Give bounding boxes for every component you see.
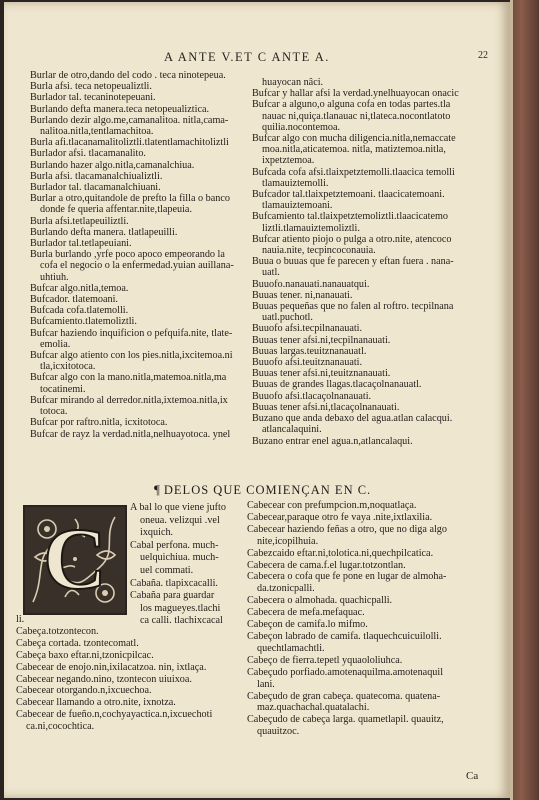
dictionary-entry-line: Buuas tener afsi.ni,teuitznanauati. bbox=[252, 368, 391, 380]
dictionary-entry-line: moa.nitla,aticatemoa. nitla, matiztemoa.nitla, bbox=[262, 144, 446, 156]
book-page bbox=[4, 2, 510, 798]
dictionary-entry-line: tlamauiztemoani. bbox=[262, 200, 333, 212]
dictionary-entry-line: Burlador tal. tecaninotepeuani. bbox=[30, 92, 156, 104]
dictionary-entry-line: los magueyes.tlachi bbox=[140, 602, 221, 614]
dictionary-entry-line: uatl. bbox=[262, 267, 280, 279]
dictionary-entry-line: Burlando hazer algo.nitla,camanalchiua. bbox=[30, 159, 195, 171]
dictionary-entry-line: Bufcar algo atiento con los pies.nitla,ixcitemoa.ni bbox=[30, 350, 233, 362]
dictionary-entry-line: Buuofo afsi.teuitznanauati. bbox=[252, 357, 363, 369]
dictionary-entry-line: Buuofo.nanauati.nanauatqui. bbox=[252, 278, 370, 290]
dictionary-entry-line: uatl.puchotl. bbox=[262, 312, 313, 324]
dictionary-entry-line: Buuas tener. ni,nanauati. bbox=[252, 289, 353, 301]
dictionary-entry-line: Burlador afsi. tlacamanalito. bbox=[30, 148, 146, 160]
dictionary-entry-line: da.tzonicpalli. bbox=[257, 583, 315, 595]
dictionary-entry-line: quechtlamachtli. bbox=[257, 642, 325, 654]
dictionary-entry-line: Bufcar haziendo inquificion o pefquifa.nite, tlate- bbox=[30, 327, 233, 339]
dictionary-entry-line: Bufcar algo.nitla,temoa. bbox=[30, 282, 129, 294]
dictionary-entry-line: Cabecera o almohada. quachicpalli. bbox=[247, 595, 393, 607]
dictionary-entry-line: quauitzoc. bbox=[257, 726, 300, 738]
book-cover-edge bbox=[510, 0, 539, 800]
dictionary-entry-line: Burla burlando ,yrfe poco apoco empeorando la bbox=[30, 249, 225, 261]
dictionary-entry-line: Burla afi.tlacanamalitoliztli.tlatentlamachitoliztli bbox=[30, 137, 229, 149]
dictionary-entry-line: Cabecera de cama.f.el lugar.totzontlan. bbox=[247, 559, 406, 571]
dictionary-entry-line: Buuas de grandes llagas.tlacaçolnanauatl. bbox=[252, 379, 422, 391]
dictionary-entry-line: Burlador tal.tetlapeuiani. bbox=[30, 238, 132, 250]
decorated-initial bbox=[23, 505, 127, 615]
dictionary-entry-line: Cabeço de fierra.tepetl yquaololiuhca. bbox=[247, 654, 403, 666]
dictionary-entry-line: maz.quachachal.quatalachi. bbox=[257, 702, 370, 714]
dictionary-entry-line: Buuas tener afsi.ni,tlacaçolnanauati. bbox=[252, 401, 400, 413]
dictionary-entry-line: Cabeça baxo eftar.ni,tzonicpilcac. bbox=[16, 649, 154, 661]
right-column-top bbox=[252, 77, 484, 447]
dictionary-entry-line: Buuas largas.teuitznanauatl. bbox=[252, 345, 367, 357]
dictionary-entry-line: oneua. velizqui .vel bbox=[140, 514, 220, 526]
running-title: A ANTE V.ET C ANTE A. bbox=[164, 50, 330, 64]
dictionary-entry-line: emolia. bbox=[40, 338, 71, 350]
dictionary-entry-line: tla,icxitotoca. bbox=[40, 361, 96, 373]
page-number: 22 bbox=[478, 50, 488, 61]
dictionary-entry-line: A bal lo que viene jufto bbox=[130, 502, 226, 513]
dictionary-entry-line: Burlar de otro,dando del codo . teca ninotepeua. bbox=[30, 70, 226, 81]
dictionary-entry-line: ixpetztemoa. bbox=[262, 155, 315, 167]
dictionary-entry-line: ca calli. tlachixcacal bbox=[140, 615, 223, 627]
dictionary-entry-line: Bufcar algo con mucha diligencia.nitla,nemaccate bbox=[252, 133, 456, 145]
dictionary-entry-line: liztli.tlamauiztemoliztli. bbox=[262, 222, 360, 234]
dictionary-entry-line: Burla afsi.tetlapeuiliztli. bbox=[30, 215, 129, 227]
dictionary-entry-line: ca.ni,cocochtica. bbox=[26, 721, 95, 733]
dictionary-entry-line: Cabecear de enojo.nin,ixilacatzoa. nin, ixtlaça. bbox=[16, 661, 207, 673]
dictionary-entry-line: Cabecera o cofa que fe pone en lugar de almoha- bbox=[247, 571, 447, 583]
dictionary-entry-line: Buuas pequeñas que no falen al roftro. tecpilnana bbox=[252, 301, 454, 313]
dictionary-entry-line: Burlando dezir algo.me,camanalitoa. nitla,cama- bbox=[30, 114, 229, 126]
dictionary-entry-line: Bufcar atiento piojo o pulga a otro.nite, atencoco bbox=[252, 233, 452, 245]
dictionary-entry-line: uhtiuh. bbox=[40, 271, 69, 283]
dictionary-entry-line: Bufcador. tlatemoani. bbox=[30, 294, 118, 306]
section-heading bbox=[154, 482, 371, 498]
dictionary-entry-line: li. bbox=[16, 614, 25, 625]
right-column-bottom bbox=[247, 500, 487, 738]
initial-side-text bbox=[130, 502, 255, 628]
dictionary-entry-line: Cabeçudo porfiado.amotenaquilma.amotenaquil bbox=[247, 666, 444, 678]
pilcrow-ornament: ¶ bbox=[154, 482, 161, 497]
dictionary-entry-line: Buuofo afsi.tecpilnanauati. bbox=[252, 323, 363, 335]
catchword: Ca bbox=[466, 770, 479, 782]
dictionary-entry-line: Cabeça cortada. tzontecomatl. bbox=[16, 637, 139, 649]
left-column-bottom bbox=[16, 614, 256, 733]
dictionary-entry-line: totoca. bbox=[40, 406, 68, 418]
dictionary-entry-line: Bufcada cofa.tlatemolli. bbox=[30, 305, 129, 317]
dictionary-entry-line: Buua o buuas que fe parecen y eftan fuera . nana- bbox=[252, 256, 454, 268]
dictionary-entry-line: Bufcar de rayz la verdad.nitla,nelhuayotoca. ynel bbox=[30, 428, 231, 440]
dictionary-entry-line: Cabaña. tlapixcacalli. bbox=[130, 577, 218, 589]
dictionary-entry-line: Burlando defta manera.teca netopeualiztica. bbox=[30, 103, 210, 115]
page-edge bbox=[510, 0, 513, 800]
dictionary-entry-line: Cabecear negando.nino, tzontecon uiuixoa. bbox=[16, 673, 192, 685]
dictionary-entry-line: Burlando defta manera. tlatlapeuilli. bbox=[30, 226, 178, 238]
dictionary-entry-line: uelquichiua. much- bbox=[140, 552, 219, 564]
dictionary-entry-line: Bufcamiento tal.tlaixpetztemoliztli.tlaacicatemo bbox=[252, 211, 449, 223]
dictionary-entry-line: quilia.nocontemoa. bbox=[262, 121, 341, 133]
dictionary-entry-line: Cabeçon de camifa.lo mifmo. bbox=[247, 619, 368, 631]
dictionary-entry-line: Cabecear con prefumpcion.m,noquatlaça. bbox=[247, 500, 417, 511]
dictionary-entry-line: Burlador tal. tlacamanalchiuani. bbox=[30, 182, 161, 194]
dictionary-entry-line: Bufcar por raftro.nitla, icxitotoca. bbox=[30, 417, 168, 429]
dictionary-entry-line: Cabecear otorgando.n,ixcuechoa. bbox=[16, 685, 152, 697]
dictionary-entry-line: nauia.nite, tecpincoconauia. bbox=[262, 245, 376, 257]
dictionary-entry-line: Bufcada cofa afsi.tlaixpetztemolli.tlaacica temolli bbox=[252, 166, 455, 178]
dictionary-entry-line: Cabecear llamando a otro.nite, ixnotza. bbox=[16, 697, 176, 709]
dictionary-entry-line: Burla afsi. teca netopeualiztli. bbox=[30, 81, 152, 93]
dictionary-entry-line: Bufcar a alguno,o alguna cofa en todas partes.tla bbox=[252, 99, 451, 111]
dictionary-entry-line: Cabecear haziendo feñas a otro, que no diga algo bbox=[247, 523, 447, 535]
dictionary-entry-line: tocatinemi. bbox=[40, 383, 86, 395]
dictionary-entry-line: Buuas tener afsi.ni,tecpilnanauati. bbox=[252, 334, 391, 346]
dictionary-entry-line: uel commati. bbox=[140, 564, 194, 576]
dictionary-entry-line: atlancalaquini. bbox=[262, 424, 322, 436]
dictionary-entry-line: Cabeça.totzontecon. bbox=[16, 625, 99, 637]
dictionary-entry-line: Bufcar mirando al derredor.nitla,ixtemoa.nitla,ix bbox=[30, 394, 228, 406]
dictionary-entry-line: tlamauiztemolli. bbox=[262, 177, 329, 189]
dictionary-entry-line: Cabal perfona. much- bbox=[130, 539, 219, 551]
dictionary-entry-line: Cabeçudo de cabeça larga. quametlapil. quauitz, bbox=[247, 714, 444, 726]
dictionary-entry-line: Burla afsi. tlacamanalchiualiztli. bbox=[30, 170, 163, 182]
dictionary-entry-line: cofa el negocio o la enfermedad.yuian auillana- bbox=[40, 260, 234, 272]
dictionary-entry-line: Cabezcaido eftar.ni,tolotica.ni,quechpilcatica. bbox=[247, 547, 434, 559]
dictionary-entry-line: Buzano entrar enel agua.n,atlancalaqui. bbox=[252, 435, 413, 447]
left-column-top bbox=[30, 70, 256, 440]
dictionary-entry-line: ixquich. bbox=[140, 527, 174, 539]
dictionary-entry-line: Cabecear,paraque otro fe vaya .nite,ixtlaxilia. bbox=[247, 511, 433, 523]
dictionary-entry-line: donde fe queria affentar.nite,tlapeuia. bbox=[40, 204, 192, 216]
dictionary-entry-line: nauac ni,quiça.tlanauac ni,tlateca.nocontlatoto bbox=[262, 110, 451, 122]
dictionary-entry-line: Bufcador tal.tlaixpetztemoani. tlaacicatemoani. bbox=[252, 189, 445, 201]
dictionary-entry-line: Bufcar algo con la mano.nitla,matemoa.nitla,ma bbox=[30, 372, 227, 384]
dictionary-entry-line: nalitoa.nitla,tentlamachitoa. bbox=[40, 126, 154, 138]
dictionary-entry-line: Cabecera de mefa.mefaquac. bbox=[247, 607, 365, 619]
dictionary-entry-line: Cabeçon labrado de camifa. tlaquechcuicuilolli. bbox=[247, 630, 442, 642]
page-header bbox=[4, 50, 510, 66]
dictionary-entry-line: Buuofo afsi.tlacaçolnanauati. bbox=[252, 390, 372, 402]
dictionary-entry-line: lani. bbox=[257, 678, 275, 690]
dictionary-entry-line: nite,icopilhuia. bbox=[257, 535, 319, 547]
section-title: DELOS QUE COMIENÇAN EN C. bbox=[163, 483, 372, 497]
dictionary-entry-line: huayocan nâci. bbox=[262, 77, 324, 88]
dictionary-entry-line: Cabecear de fueño.n,cochyayactica.n,ixcuechoti bbox=[16, 709, 213, 721]
dictionary-entry-line: Buzano que anda debaxo del agua.atlan calacqui. bbox=[252, 413, 453, 425]
dictionary-entry-line: Bufcar y hallar afsi la verdad.ynelhuayocan onacic bbox=[252, 88, 459, 100]
dictionary-entry-line: Burlar a otro,quitandole de prefto la filla o banco bbox=[30, 193, 230, 205]
dictionary-entry-line: Cabeçudo de gran cabeça. quatecoma. quatena- bbox=[247, 690, 441, 702]
dictionary-entry-line: Bufcamiento.tlatemoliztli. bbox=[30, 316, 137, 328]
dictionary-entry-line: Cabaña para guardar bbox=[130, 590, 215, 602]
initial-letter: C bbox=[43, 511, 107, 608]
